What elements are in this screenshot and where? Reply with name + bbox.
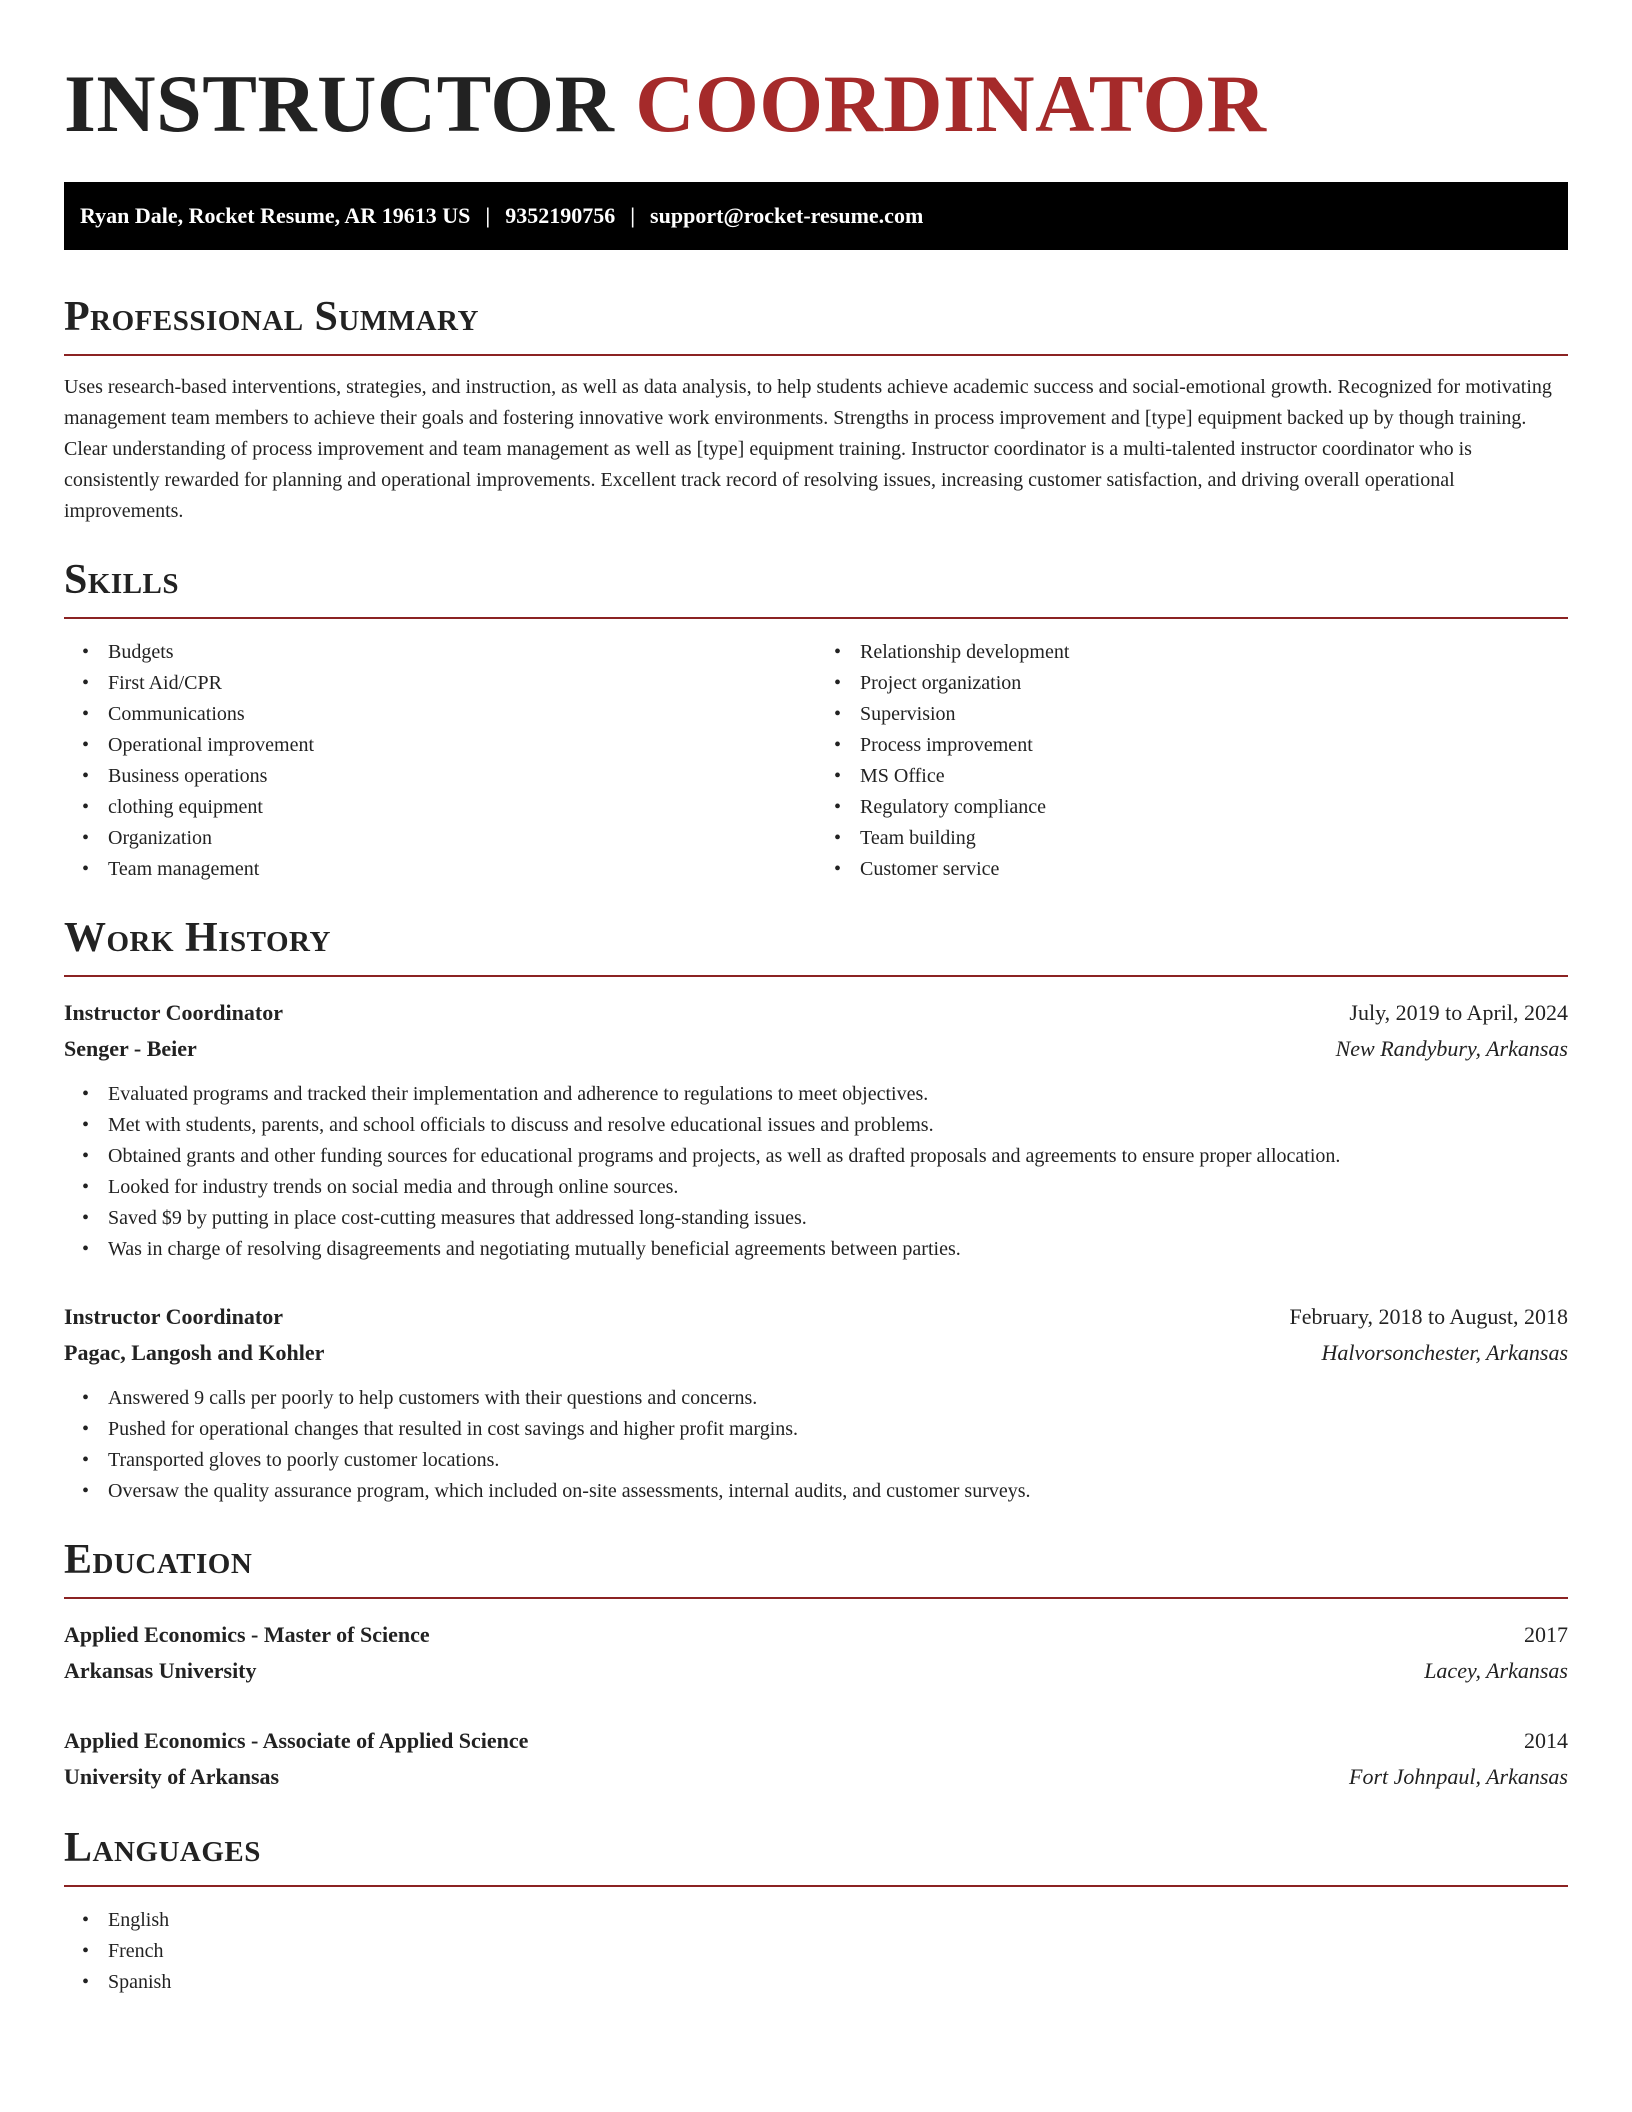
job-dates: February, 2018 to August, 2018 [1289, 1304, 1568, 1329]
skills-left-column [64, 637, 816, 885]
skill-item: • MS Office [860, 761, 1568, 792]
education-section [64, 1537, 1568, 1795]
job-bullet: • Pushed for operational changes that resulted in cost savings and higher profit margins. [108, 1414, 1568, 1445]
skills-heading: Skills [64, 557, 1568, 619]
skill-item: • Process improvement [860, 730, 1568, 761]
job-dates: July, 2019 to April, 2024 [1349, 1000, 1568, 1025]
job-entry [64, 995, 1568, 1265]
job-bullet: • Evaluated programs and tracked their implementation and adherence to regulations to meet objectives. [108, 1079, 1568, 1110]
education-degree-row [64, 1723, 1568, 1759]
skill-item: • Communications [108, 699, 816, 730]
skills-section [64, 557, 1568, 885]
job-location: New Randybury, Arkansas [1335, 1036, 1568, 1061]
education-entry [64, 1723, 1568, 1795]
contact-separator: | [485, 203, 491, 228]
education-school: Arkansas University [64, 1658, 257, 1683]
job-company: Senger - Beier [64, 1036, 197, 1061]
language-item: • Spanish [108, 1967, 1568, 1998]
skill-item: • Project organization [860, 668, 1568, 699]
education-degree: Applied Economics - Associate of Applied Science [64, 1728, 529, 1753]
job-title-row [64, 995, 1568, 1031]
education-school-row [64, 1653, 1568, 1689]
education-school: University of Arkansas [64, 1764, 280, 1789]
language-item: • English [108, 1905, 1568, 1936]
skill-item: • First Aid/CPR [108, 668, 816, 699]
job-company-row [64, 1031, 1568, 1067]
skill-item: • clothing equipment [108, 792, 816, 823]
education-heading: Education [64, 1537, 1568, 1599]
job-bullet: • Looked for industry trends on social media and through online sources. [108, 1172, 1568, 1203]
job-title: Instructor Coordinator [64, 1000, 283, 1025]
summary-section [64, 294, 1568, 527]
job-title: Instructor Coordinator [64, 1304, 283, 1329]
skills-columns [64, 637, 1568, 885]
job-bullet: • Was in charge of resolving disagreements and negotiating mutually beneficial agreements between parties. [108, 1234, 1568, 1265]
skill-item: • Regulatory compliance [860, 792, 1568, 823]
contact-separator: | [630, 203, 636, 228]
job-bullet: • Transported gloves to poorly customer locations. [108, 1445, 1568, 1476]
summary-text: Uses research-based interventions, strategies, and instruction, as well as data analysis, to help students achieve academic success and social-emotional growth. Recognized for motivating management team members to achieve their goals and fostering innovative work environments. Strengths in process improvement and [type] equipment backed up by though training. Clear understanding of process improvement and team management as well as [type] equipment training. Instructor coordinator is a multi-talented instructor coordinator who is consistently rewarded for planning and operational improvements. Excellent track record of resolving issues, increasing customer satisfaction, and driving overall operational improvements. [64, 376, 1552, 522]
contact-phone: 9352190756 [505, 203, 616, 228]
skill-item: • Customer service [860, 854, 1568, 885]
title-second-word: COORDINATOR [635, 58, 1267, 149]
education-school-row [64, 1759, 1568, 1795]
education-year: 2014 [1524, 1728, 1568, 1753]
skill-item: • Organization [108, 823, 816, 854]
job-title-row [64, 1299, 1568, 1335]
education-entry [64, 1617, 1568, 1689]
education-location: Lacey, Arkansas [1424, 1658, 1568, 1683]
languages-section [64, 1825, 1568, 1998]
job-entry [64, 1299, 1568, 1507]
languages-heading: Languages [64, 1825, 1568, 1887]
education-location: Fort Johnpaul, Arkansas [1349, 1764, 1568, 1789]
languages-list [64, 1905, 1568, 1998]
job-company: Pagac, Langosh and Kohler [64, 1340, 325, 1365]
skill-item: • Business operations [108, 761, 816, 792]
job-location: Halvorsonchester, Arkansas [1321, 1340, 1568, 1365]
skill-item: • Operational improvement [108, 730, 816, 761]
language-item: • French [108, 1936, 1568, 1967]
job-bullet: • Answered 9 calls per poorly to help customers with their questions and concerns. [108, 1383, 1568, 1414]
contact-email: support@rocket-resume.com [650, 203, 924, 228]
education-degree-row [64, 1617, 1568, 1653]
title-first-word: INSTRUCTOR [64, 58, 615, 149]
skill-item: • Relationship development [860, 637, 1568, 668]
job-company-row [64, 1335, 1568, 1371]
skill-item: • Team building [860, 823, 1568, 854]
summary-heading: Professional Summary [64, 294, 1568, 356]
job-bullet: • Oversaw the quality assurance program, which included on-site assessments, internal audits, and customer surveys. [108, 1476, 1568, 1507]
contact-bar [64, 182, 1568, 250]
skills-right-column [816, 637, 1568, 885]
work-history-section [64, 915, 1568, 1507]
job-bullets [64, 1079, 1568, 1265]
work-history-heading: Work History [64, 915, 1568, 977]
contact-address: Ryan Dale, Rocket Resume, AR 19613 US [80, 203, 471, 228]
education-year: 2017 [1524, 1622, 1568, 1647]
skill-item: • Supervision [860, 699, 1568, 730]
skill-item: • Team management [108, 854, 816, 885]
job-bullet: • Obtained grants and other funding sources for educational programs and projects, as well as drafted proposals and agreements to ensure proper allocation. [108, 1141, 1568, 1172]
job-bullet: • Saved $9 by putting in place cost-cutting measures that addressed long-standing issues. [108, 1203, 1568, 1234]
education-degree: Applied Economics - Master of Science [64, 1622, 430, 1647]
skill-item: • Budgets [108, 637, 816, 668]
resume-title [64, 52, 1568, 156]
job-bullets [64, 1383, 1568, 1507]
job-bullet: • Met with students, parents, and school officials to discuss and resolve educational issues and problems. [108, 1110, 1568, 1141]
